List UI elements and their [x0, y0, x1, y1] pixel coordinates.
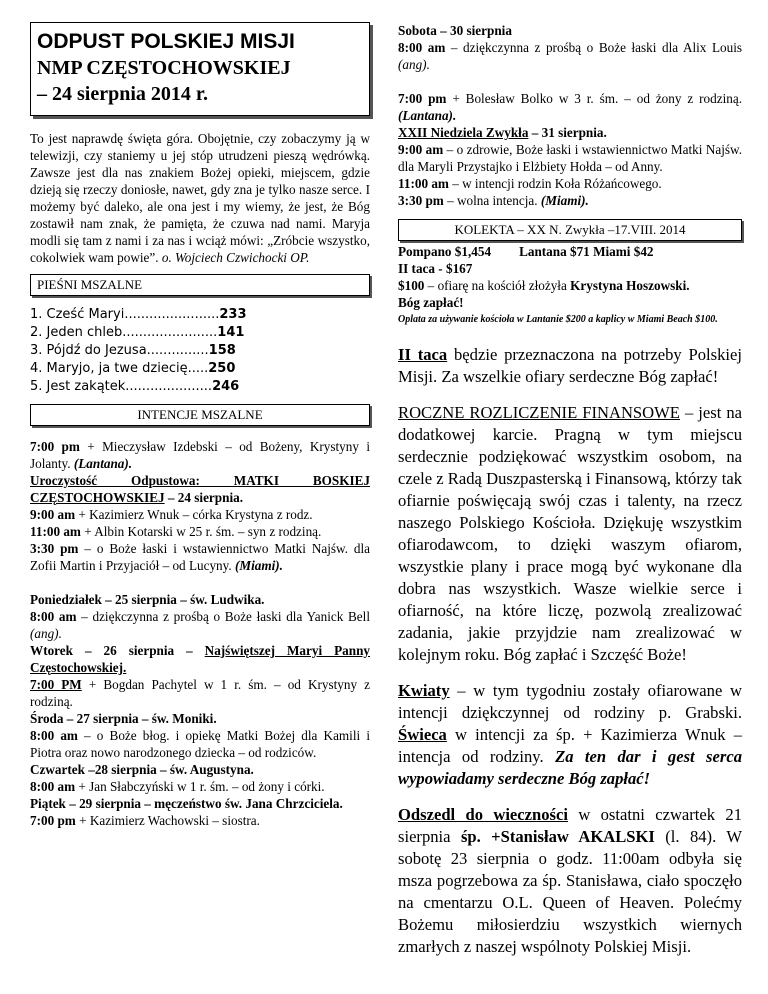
collection-offer: $100 – ofiarę na kościół złożyła Krystyna Hoszowski. — [398, 278, 690, 293]
song-item: 1. Cześć Maryi.......................233 — [30, 307, 247, 322]
collection-header: KOLEKTA – XX N. Zwykła –17.VIII. 2014 — [454, 222, 686, 237]
song-item: 4. Maryjo, ja twe dziecię.....250 — [30, 361, 236, 376]
saturday-title: Sobota – 30 sierpnia — [398, 23, 512, 38]
thursday-title: Czwartek –28 sierpnia – św. Augustyna. — [30, 762, 254, 777]
intro-paragraph — [30, 130, 370, 266]
monday-title: Poniedziałek – 25 sierpnia – św. Ludwika. — [30, 592, 265, 607]
collection-second: II taca - $167 — [398, 261, 473, 276]
intention-sun-2: 11:00 am + Albin Kotarski w 25 r. śm. – syn z rodziną. — [30, 524, 322, 539]
intention-sat-pm2: 7:00 pm + Bolesław Bolko w 3 r. śm. – od żony z rodziną. (Lantana). — [398, 91, 742, 123]
title-box — [30, 22, 370, 116]
songs-list — [30, 306, 370, 396]
collection-amounts: Pompano $1,454 Lantana $71 Miami $42 — [398, 244, 654, 259]
intention-sun-1: 9:00 am + Kazimierz Wnuk – córka Krystyna z rodz. — [30, 507, 313, 522]
intentions-header-box — [30, 404, 370, 426]
intention-thu: 8:00 am + Jan Słabczyński w 1 r. śm. – od żony i córki. — [30, 779, 325, 794]
intention-fri: 7:00 pm + Kazimierz Wachowski – siostra. — [30, 813, 260, 828]
title-line-2: NMP CZĘSTOCHOWSKIEJ — [37, 57, 291, 79]
saturday-block — [398, 22, 742, 209]
collection-header-box — [398, 219, 742, 241]
intention-tue: 7:00 PM + Bogdan Pachytel w 1 r. śm. – od Krystyny z rodziną. — [30, 677, 370, 709]
songs-header: PIEŚNI MSZALNE — [37, 277, 143, 292]
left-column — [30, 22, 370, 829]
intention-wed: 8:00 am – o Boże błog. i opiekę Matki Bożej dla Kamili i Piotra oraz nowo narodzonego dziecka – od rodziców. — [30, 728, 370, 760]
intentions-header: INTENCJE MSZALNE — [137, 407, 263, 422]
song-item: 5. Jest zakątek.....................246 — [30, 379, 240, 394]
right-column — [398, 22, 742, 958]
songs-header-box — [30, 274, 370, 296]
collection-thanks: Bóg zapłać! — [398, 295, 464, 310]
collection-note: Oplata za używanie kościoła w Lantanie $200 a kaplicy w Miami Beach $100. — [398, 314, 718, 325]
title-line-1: ODPUST POLSKIEJ MISJI — [37, 30, 295, 53]
intention-sat-am: 8:00 am – dziękczynna z prośbą o Boże łaski dla Alix Louis (ang). — [398, 40, 742, 72]
friday-title: Piątek – 29 sierpnia – męczeństwo św. Jana Chrzciciela. — [30, 796, 343, 811]
collection-block — [398, 243, 742, 326]
intention-su-3: 3:30 pm – wolna intencja. (Miami). — [398, 193, 589, 208]
title-line-3: – 24 sierpnia 2014 r. — [37, 83, 208, 105]
obituary-paragraph: Odszedl do wieczności w ostatni czwartek 21 sierpnia śp. +Stanisław AKALSKI (l. 84). W sobotę 23 sierpnia o godz. 11:00am odbyła się msza pogrzebowa za śp. Stanisława, ciało spoczęło na cmentarzu O.L. Queen of Heaven. Polećmy Bożemu miłosierdziu wszystkich wiernych zmarłych z naszej wspólnoty Polskiej Misji. — [398, 805, 743, 956]
intro-author: o. Wojciech Czwichocki OP. — [161, 250, 310, 265]
sunday-title: XXII Niedziela Zwykła – 31 sierpnia. — [398, 125, 607, 140]
intention-sat-pm: 7:00 pm + Mieczysław Izdebski – od Bożeny, Krystyny i Jolanty. (Lantana). — [30, 439, 370, 471]
intention-su-2: 11:00 am – w intencji rodzin Koła Różańcowego. — [398, 176, 662, 191]
intentions-block — [30, 438, 370, 829]
song-item: 2. Jeden chleb.......................141 — [30, 325, 245, 340]
second-collection: II taca będzie przeznaczona na potrzeby Polskiej Misji. Za wszelkie ofiary serdeczne Bóg zapłać! — [398, 345, 742, 386]
intention-su-1: 9:00 am – o zdrowie, Boże łaski i wstawiennictwo Matki Najśw. dla Maryli Przystajko i Elżbiety Hołda – od Anny. — [398, 142, 742, 174]
tuesday-title: Wtorek – 26 sierpnia – Najświętszej Maryi Panny Częstochowskiej. — [30, 643, 370, 675]
feast-title: Uroczystość Odpustowa: MATKI BOSKIEJ CZĘSTOCHOWSKIEJ – 24 sierpnia. — [30, 473, 370, 505]
intro-text: To jest naprawdę święta góra. Obojętnie, czy zobaczymy ją w telewizji, czy staniemy u jej stóp utrudzeni pieszą wędrówką. Zawsze jest dla nas znakiem Bożej opieki, miejscem, gdzie dzieją się rzeczy doniosłe, nawet, gdy zna je tylko nasze serce. I możemy być daleko, ale ona jest i my wiemy, że jest, że Bóg zostawił nam znak, że pamięta, że czuwa nad nami. Maryja modli się tam z nami i za nas i wciąż mówi: „Zróbcie wszystko, cokolwiek wam powie”. — [30, 131, 370, 265]
intention-mon: 8:00 am – dziękczynna z prośbą o Boże łaski dla Yanick Bell (ang). — [30, 609, 370, 641]
wednesday-title: Środa – 27 sierpnia – św. Moniki. — [30, 711, 217, 726]
intention-sun-3: 3:30 pm – o Boże łaski i wstawiennictwo Matki Najśw. dla Zofii Martin i Przyjaciół – od Lucyny. (Miami). — [30, 541, 370, 573]
finance-paragraph: ROCZNE ROZLICZENIE FINANSOWE – jest na dodatkowej karcie. Pragną w tym miejscu serdecznie podziękować wszystkim osobom, na czele z Radą Duszpasterską i Finansową, którzy tak ofiarnie poświęcają swój czas i talenty, na rzecz naszego Polskiego Kościoła. Dziękuję wszystkim ofiarodawcom, to dzięki waszym ofiarom, wszystkie plany i prace mogą być wykonane dla dobra nas wszystkich. Wasze wielkie serce i ofiarność, na które liczę, pozwolą zrealizować zadania, jakie przyjdzie nam zrealizować w kolejnym roku. Bóg zapłać i Szczęść Boże! — [398, 403, 742, 664]
flowers-paragraph: Kwiaty – w tym tygodniu zostały ofiarowane w intencji dziękczynnej od rodziny p. Grabski. Świeca w intencji za śp. + Kazimierza Wnuk – intencja od rodziny. Za ten dar i gest serca wypowiadamy serdeczne Bóg zapłać! — [398, 681, 742, 788]
song-item: 3. Pójdź do Jezusa...............158 — [30, 343, 236, 358]
